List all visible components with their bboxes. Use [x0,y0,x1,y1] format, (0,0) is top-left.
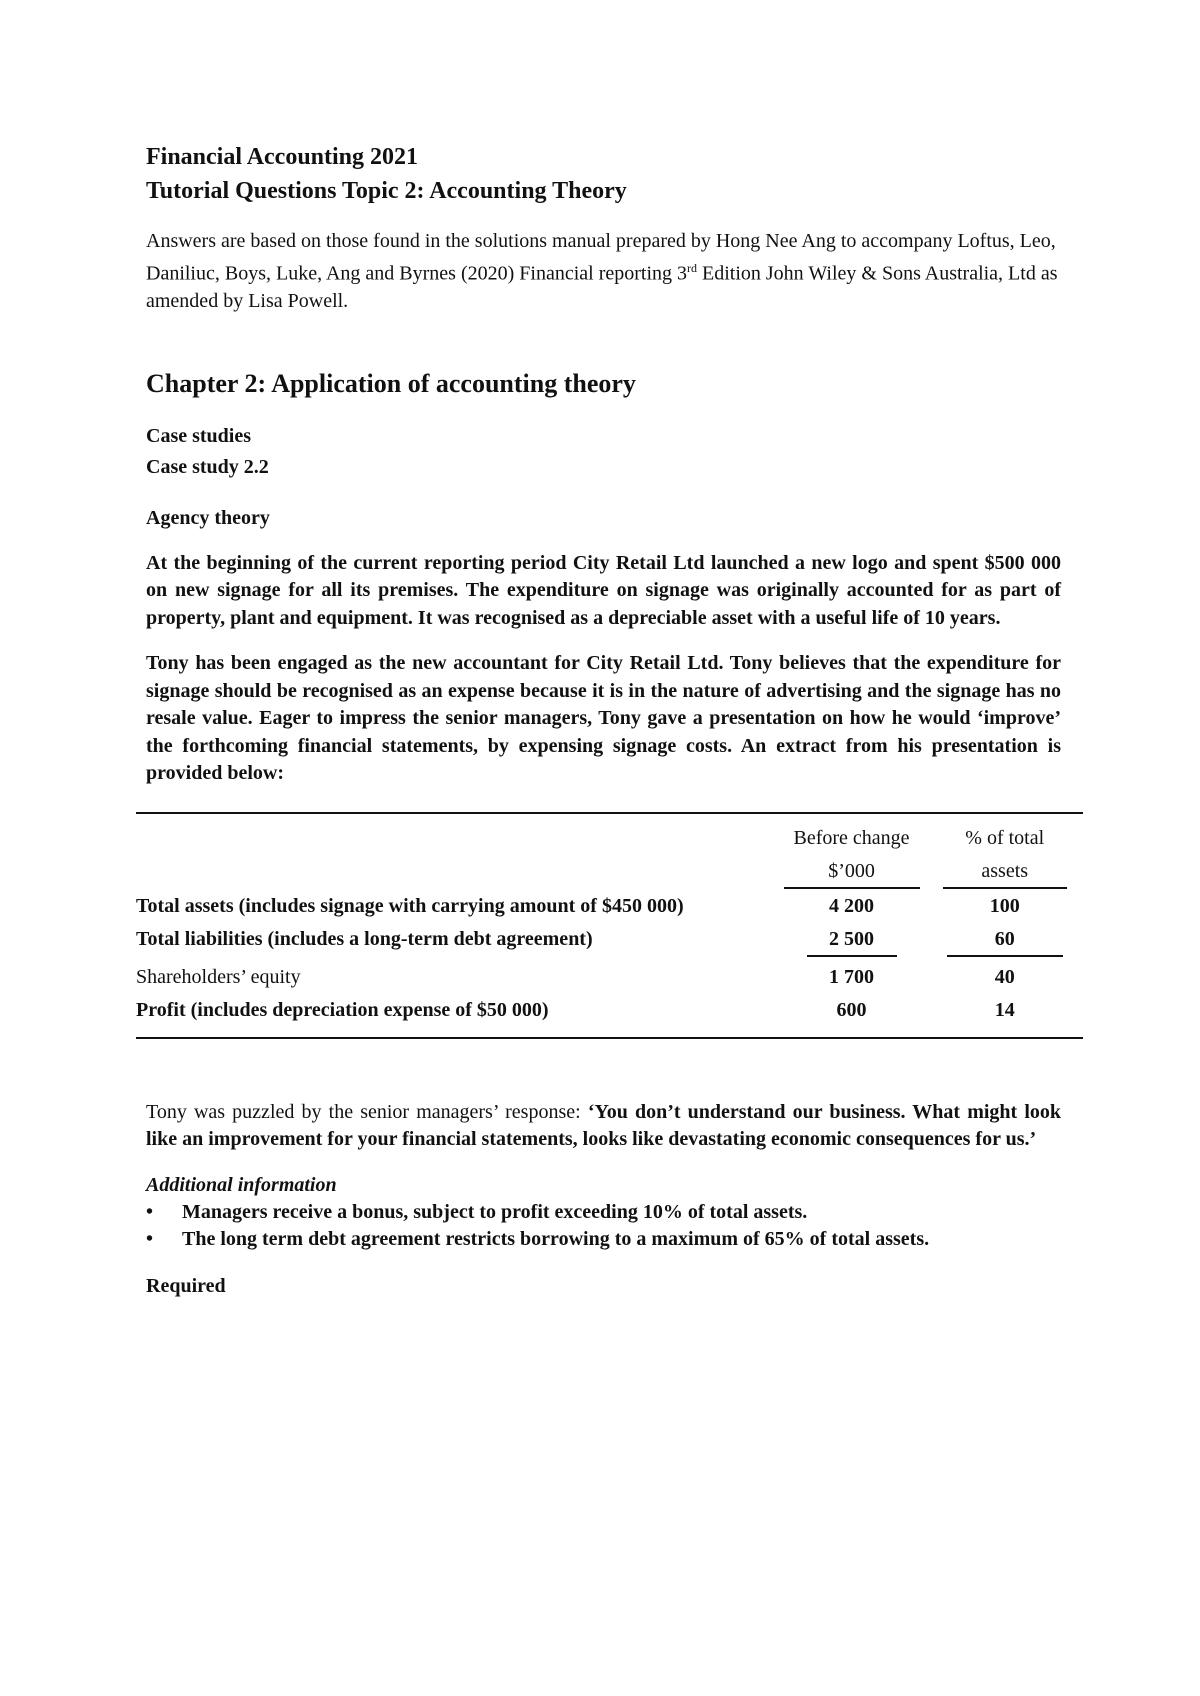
row-before: 4 200 [829,894,875,917]
table-row [136,919,1083,957]
additional-info-heading: Additional information [146,1173,337,1196]
table-header-row [136,813,1083,894]
bullet-icon: • [146,1200,154,1223]
row-before: 2 500 [777,919,927,957]
row-pct: 40 [994,965,1015,988]
list-item: • Managers receive a bonus, subject to profit exceeding 10% of total assets. [146,1199,1061,1226]
row-label: Total assets (includes signage with carrying amount of $450 000) [136,894,684,917]
presentation-table-wrapper [136,812,1083,1039]
agency-theory-heading: Agency theory [146,506,270,529]
header-before-change: Before change $’000 [777,813,927,894]
bullet-icon: • [146,1227,154,1250]
intro-text-a: Answers are based on those found in the solutions manual prepared by Hong Nee Ang to accompany Loftus, Leo, Daniliuc, Boys, Luke, Ang and Byrnes (2020) Financial reporting 3 [146,230,1056,285]
required-heading: Required [146,1274,226,1297]
case-studies-heading: Case studies [146,424,252,447]
table-row [136,894,1083,919]
case-paragraph-1: At the beginning of the current reporting period City Retail Ltd launched a new logo and spent $500 000 on new signage for all its premises. The expenditure on signage was originally accounted for as part of property, plant and equipment. It was recognised as a depreciable asset with a useful life of 10 years. [146,551,1061,629]
row-pct: 60 [926,919,1083,957]
row-pct: 14 [994,998,1015,1021]
response-paragraph [146,1099,1061,1154]
document-page [136,140,1062,1298]
document-subtitle: Tutorial Questions Topic 2: Accounting Theory [146,178,627,204]
case-paragraph-2: Tony has been engaged as the new accountant for City Retail Ltd. Tony believes that the expenditure for signage should be recognised as an expense because it is in the nature of advertising and the signage has no resale value. Eager to impress the senior managers, Tony gave a presentation on how he would ‘improve’ the forthcoming financial statements, by expensing signage costs. An extract from his presentation is provided below: [146,652,1061,785]
row-label: Total liabilities (includes a long-term debt agreement) [136,927,593,950]
response-text: Tony was puzzled by the senior managers’ response: [146,1100,588,1123]
case-study-heading: Case study 2.2 [146,455,269,478]
list-item: • The long term debt agreement restricts borrowing to a maximum of 65% of total assets. [146,1226,1061,1253]
document-title: Financial Accounting 2021 [146,144,419,170]
presentation-table [136,812,1083,1039]
row-label: Profit (includes depreciation expense of $50 000) [136,998,549,1021]
row-before: 600 [836,998,867,1021]
row-pct: 100 [989,894,1020,917]
intro-text-b: Edition John Wiley & Sons Australia, Ltd as amended by Lisa Powell. [146,262,1058,312]
table-row [136,990,1083,1038]
row-before: 1 700 [829,965,875,988]
chapter-heading: Chapter 2: Application of accounting theory [146,368,636,398]
intro-paragraph [146,228,1061,315]
header-pct-total-assets: % of total assets [926,813,1083,894]
response-quote: ‘You don’t understand our business. What might look like an improvement for your financial statements, looks like devastating economic consequences for us.’ [146,1100,1062,1151]
intro-superscript: rd [687,261,698,275]
table-row [136,957,1083,990]
additional-info-list [146,1199,1061,1253]
row-label: Shareholders’ equity [136,965,301,988]
